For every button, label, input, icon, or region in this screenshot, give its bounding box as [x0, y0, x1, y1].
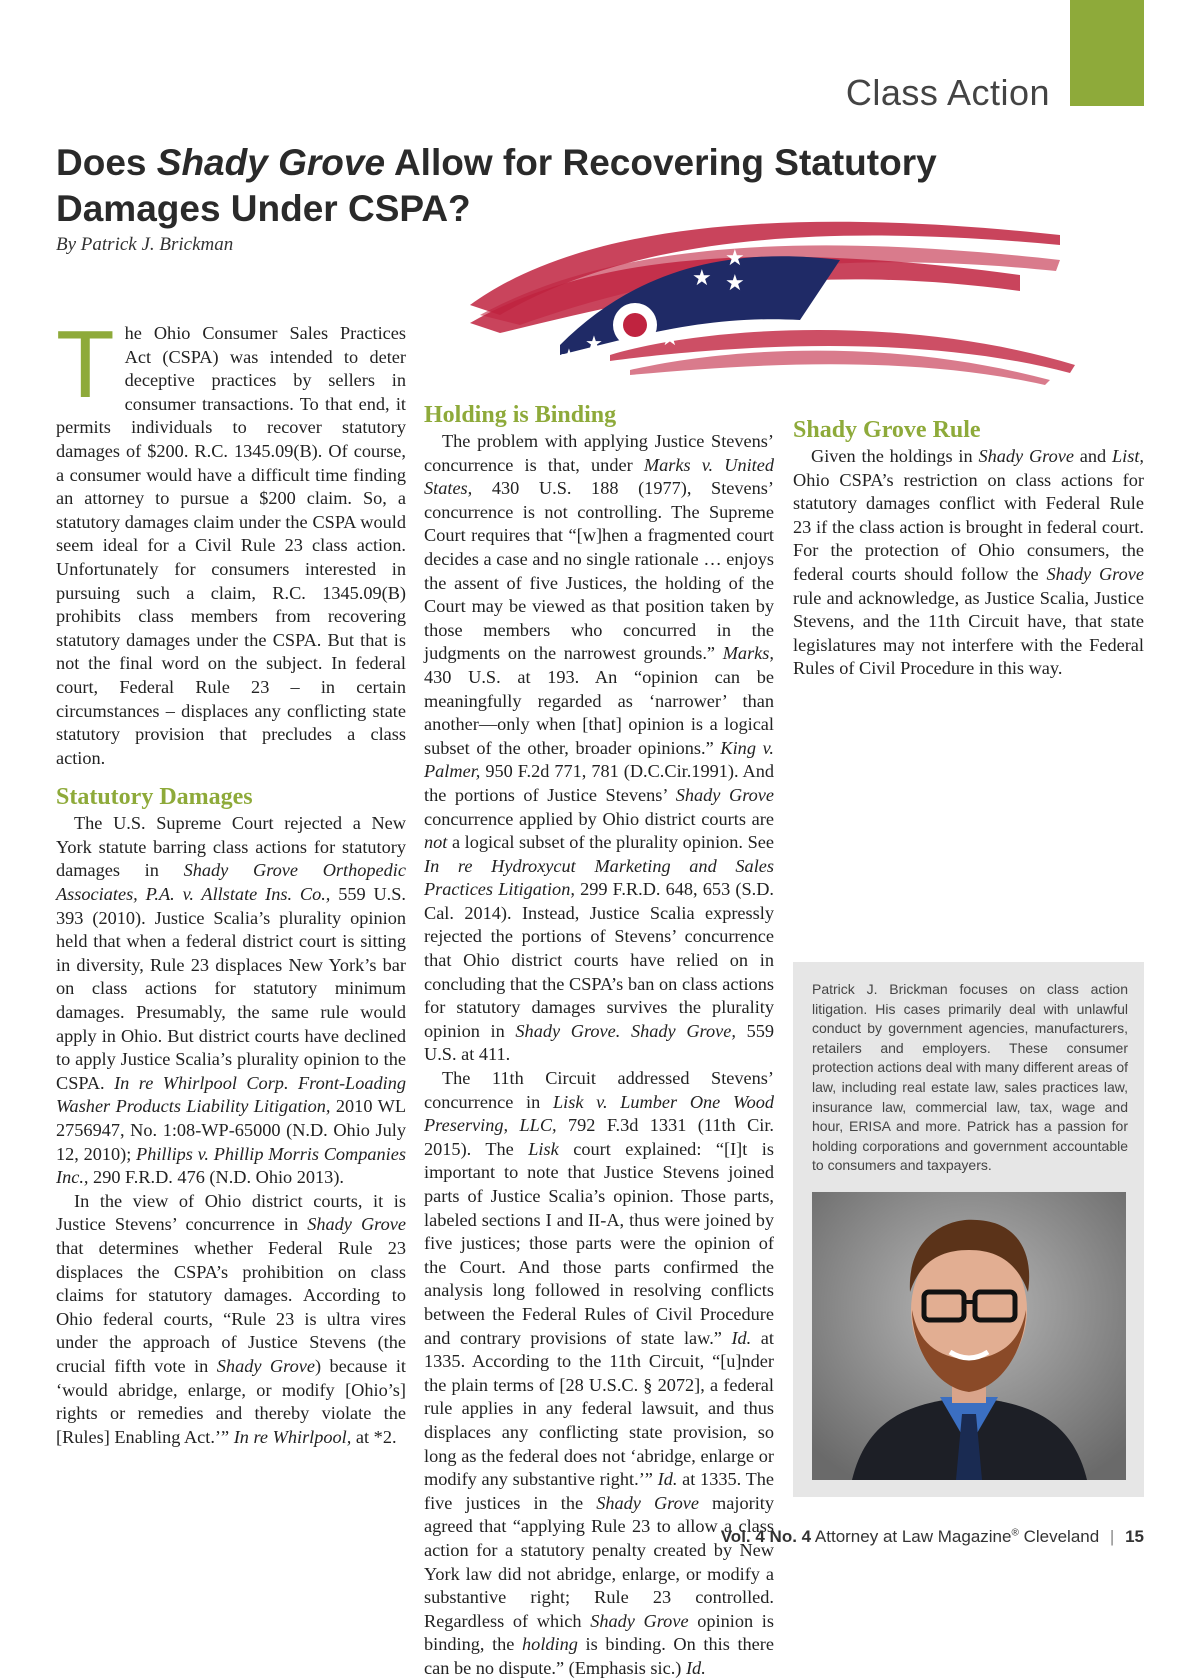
paragraph: The problem with applying Justice Stevens’ concurrence is that, under Marks v. United States, 430 U.S. 188 (1977), Stevens’ concurrence is not controlling. The Supreme Court requires that “[w]hen a fragmented court decides a case and no single rationale … enjoys the assent of five Justices, the holding of the Court may be viewed as that position taken by those members who concurred in the judgments on the narrowest grounds.” Marks, 430 U.S. at 193. An “opinion can be meaningfully regarded as ‘narrower’ than another—only when [that] opinion is a logical subset of the other, broader opinions.” King v. Palmer, 950 F.2d 771, 781 (D.C.Cir.1991). And the portions of Justice Stevens’ Shady Grove concurrence applied by Ohio district courts are not a logical subset of the plurality opinion. See In re Hydroxycut Marketing and Sales Practices Litigation, 299 F.R.D. 648, 653 (S.D. Cal. 2014). Instead, Justice Scalia expressly rejected the portions of Stevens’ concurrence that Ohio district courts have relied on in concluding that the CSPA’s ban on class actions for statutory damages survives the plurality opinion in Shady Grove. Shady Grove, 559 U.S. at 411. — [424, 431, 775, 1065]
author-bio-text: Patrick J. Brickman focuses on class action litigation. His cases primarily deal with unlawful conduct by government agencies, manufacturers, retailers and employers. These consumer protection actions deal with many different areas of law, including real estate law, sales practices law, insurance law, commercial law, tax, wage and hour, ERISA and more. Patrick has a passion for holding corporations and government accountable to consumers and taxpayers. — [812, 981, 1128, 1174]
svg-text:★: ★ — [725, 246, 745, 271]
paragraph — [56, 311, 406, 770]
title-part: Allow for Recovering Statutory Damages Under CSPA? — [56, 142, 937, 229]
page-number: 15 — [1125, 1527, 1144, 1546]
svg-text:★: ★ — [660, 326, 680, 351]
paragraph: Given the holdings in Shady Grove and List, Ohio CSPA’s restriction on class actions for statutory damages conflict with Federal Rule 23 if the class action is brought in federal court. For the protection of Ohio consumers, the federal courts should follow the Shady Grove rule and acknowledge, as Justice Scalia, Justice Stevens, and the 11th Circuit have, that state legislatures may not interfere with the Federal Rules of Civil Procedure in this way. — [793, 446, 1144, 679]
subheading: Shady Grove Rule — [793, 417, 981, 443]
registered-mark: ® — [1011, 1527, 1019, 1539]
section-color-tab — [1070, 0, 1144, 106]
svg-text:★: ★ — [725, 271, 745, 296]
paragraph-text: he Ohio Consumer Sales Practices Act (CSPA) was intended to deter deceptive practices by sellers in consumer transactions. To that end, it permits individuals to recover statutory damages of $200. R.C. 1345.09(B). Of course, a consumer would have a difficult time finding an attorney to pursue a $200 claim. So, a statutory damages claim under the CSPA would seem ideal for a Civil Rule 23 class action. Unfortunately for consumers interested in pursuing such a claim, R.C. 1345.09(B) prohibits class members from recovering statutory damages under the CSPA. But that is not the final word on the subject. In federal court, Federal Rule 23 – in certain circumstances – displaces any conflicting state statutory provision that precludes a class action. — [56, 323, 406, 768]
byline: By Patrick J. Brickman — [56, 234, 234, 255]
magazine-city: Cleveland — [1023, 1527, 1100, 1546]
subheading: Holding is Binding — [424, 402, 617, 428]
section-label: Class Action — [845, 72, 1050, 113]
title-italic-part: Shady Grove — [156, 142, 386, 183]
paragraph: In the view of Ohio district courts, it is Justice Stevens’ concurrence in Shady Grove that determines whether Federal Rule 23 displaces the CSPA’s prohibition on class claims for statutory damages. According to Ohio federal courts, “Rule 23 is ultra vires under the approach of Justice Stevens (the crucial fifth vote in Shady Grove) because it ‘would abridge, enlarge, or modify [Ohio’s] rights or remedies and thereby violate the [Rules] Enabling Act.’” In re Whirlpool, at *2. — [56, 1190, 406, 1447]
column-3 — [793, 403, 1144, 681]
paragraph: The U.S. Supreme Court rejected a New York statute barring class actions for statutory damages in Shady Grove Orthopedic Associates, P.A. v. Allstate Ins. Co., 559 U.S. 393 (2010). Justice Scalia’s plurality opinion held that when a federal district court is sitting in diversity, Rule 23 displaces New York’s bar on class actions for statutory minimum damages. Presumably, the same rule would apply in Ohio. But district courts have declined to apply Justice Scalia’s plurality opinion to the CSPA. In re Whirlpool Corp. Front-Loading Washer Products Liability Litigation, 2010 WL 2756947, No. 1:08-WP-65000 (N.D. Ohio July 12, 2010); Phillips v. Phillip Morris Companies Inc., 290 F.R.D. 476 (N.D. Ohio 2013). — [56, 813, 406, 1188]
column-2 — [424, 400, 774, 1680]
magazine-name: Attorney at Law Magazine — [814, 1527, 1012, 1546]
column-1 — [56, 311, 406, 1449]
paragraph: The 11th Circuit addressed Stevens’ concurrence in Lisk v. Lumber One Wood Preserving, LLC, 792 F.3d 1331 (11th Cir. 2015). The Lisk court explained: “[I]t is important to note that Justice Stevens joined parts of Justice Scalia’s opinion. Those parts, labeled sections I and II-A, thus were joined by five justices; those parts were the opinion of the Court. And those parts confirmed the analysis long followed in resolving conflicts between the Federal Rules of Civil Procedure and contrary provisions of state law.” Id. at 1335. According to the 11th Circuit, “[u]nder the plain terms of [28 U.S.C. § 2072], a federal rule applies in any federal lawsuit, and thus displaces any conflicting state provision, so long as the federal does not ‘abridge, enlarge or modify any substantive right.’” Id. at 1335. The five justices in the Shady Grove majority agreed that “applying Rule 23 to allow a class action for a statutory penalty created by New York law did not abridge, enlarge, or modify a substantive right; Rule 23 controlled. Regardless of which Shady Grove opinion is binding, the holding is binding. On this there can be no dispute.” (Emphasis sic.) Id. — [424, 1068, 775, 1678]
page-footer — [721, 1527, 1144, 1547]
subheading: Statutory Damages — [56, 784, 253, 811]
svg-text:★: ★ — [560, 344, 578, 368]
svg-text:★: ★ — [692, 266, 712, 291]
footer-separator: | — [1109, 1527, 1115, 1546]
svg-text:★: ★ — [585, 331, 603, 355]
ohio-flag-brushstroke-image — [460, 205, 1080, 385]
issue-volume: Vol. 4 No. 4 — [720, 1527, 812, 1546]
author-bio-box — [793, 962, 1144, 1497]
title-part: Does — [56, 142, 157, 183]
drop-cap: T — [56, 311, 115, 418]
author-photo — [812, 1192, 1126, 1480]
